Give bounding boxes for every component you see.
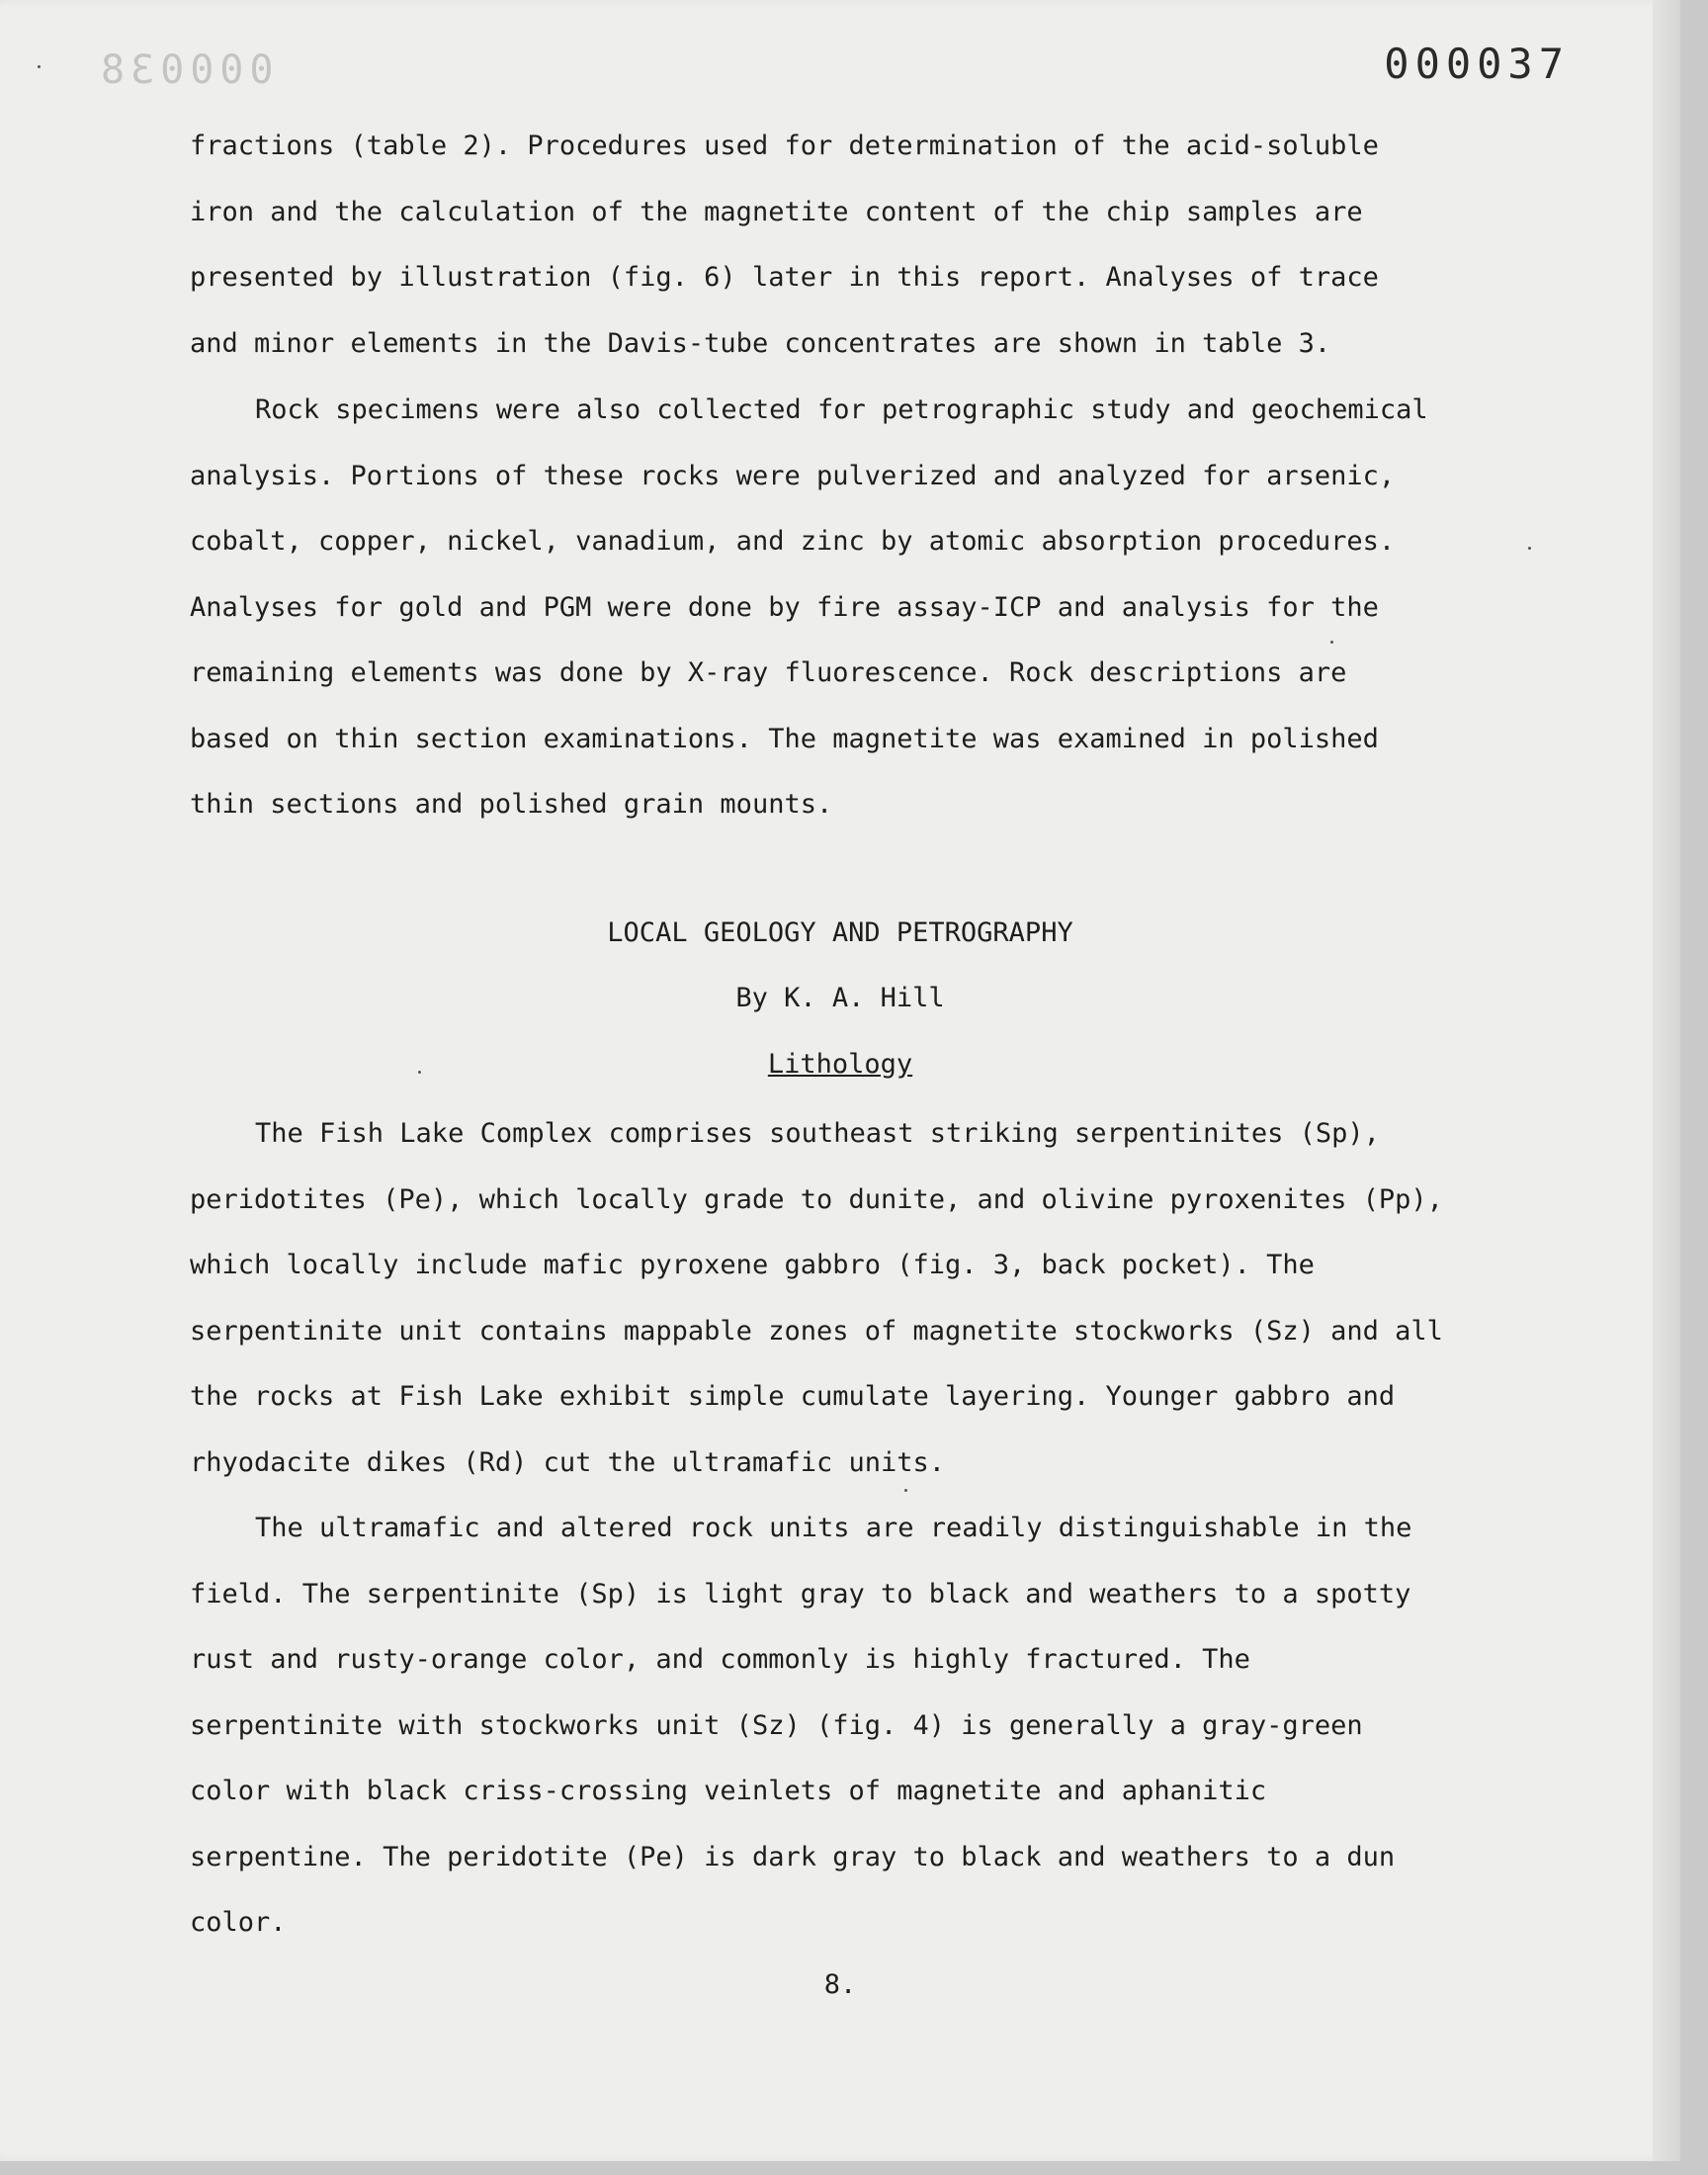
scan-speck [418,1071,421,1074]
text-line: rhyodacite dikes (Rd) cut the ultramafic units. [190,1446,946,1478]
scan-speck [1330,641,1333,644]
text-line: presented by illustration (fig. 6) later in this report. Analyses of trace [190,262,1379,293]
text-line: fractions (table 2). Procedures used for determination of the acid-soluble [190,130,1379,161]
text-line: remaining elements was done by X-ray fluorescence. Rock descriptions are [190,657,1347,688]
text-line: and minor elements in the Davis-tube concentrates are shown in table 3. [190,327,1331,359]
text-line: The Fish Lake Complex comprises southeast striking serpentinites (Sp), [255,1118,1380,1149]
paragraph-4 [190,1496,1504,1957]
scan-speck [1528,547,1531,550]
page-number: 8. [823,1969,857,2000]
section-title: LOCAL GEOLOGY AND PETROGRAPHY [607,917,1073,948]
scan-speck [38,65,41,68]
scan-speck [904,1489,907,1492]
paragraph-2 [190,378,1504,838]
text-line: serpentinite with stockworks unit (Sz) (fig. 4) is generally a gray-green [190,1709,1363,1741]
text-line: color with black criss-crossing veinlets of magnetite and aphanitic [190,1776,1267,1806]
text-line: thin sections and polished grain mounts. [190,789,833,820]
text-line: field. The serpentinite (Sp) is light gray to black and weathers to a spotty [190,1578,1411,1610]
scan-edge [1653,0,1680,2161]
text-line: serpentine. The peridotite (Pe) is dark gray to black and weathers to a dun [190,1841,1396,1872]
text-line: Analyses for gold and PGM were done by fire assay-ICP and analysis for the [190,591,1379,623]
paragraph-1 [190,114,1504,377]
text-line: serpentinite unit contains mappable zones of magnetite stockworks (Sz) and all [190,1315,1443,1347]
text-line: color. [190,1907,287,1938]
text-line: Rock specimens were also collected for petrographic study and geochemical [255,394,1428,425]
paragraph-3 [190,1101,1504,1496]
text-line: based on thin section examinations. The magnetite was examined in polished [190,723,1379,754]
text-line: rust and rusty-orange color, and commonly is highly fractured. The [190,1644,1250,1675]
page-id-stamp: 000037 [1384,40,1570,88]
author-byline: By K. A. Hill [735,983,945,1013]
text-line: the rocks at Fish Lake exhibit simple cumulate layering. Younger gabbro and [190,1381,1396,1412]
text-line: The ultramafic and altered rock units are readily distinguishable in the [255,1513,1412,1543]
text-line: which locally include mafic pyroxene gabbro (fig. 3, back pocket). The [190,1250,1315,1280]
subheading: Lithology [767,1049,913,1080]
text-line: cobalt, copper, nickel, vanadium, and zinc by atomic absorption procedures. [190,526,1396,557]
text-line: analysis. Portions of these rocks were pulverized and analyzed for arsenic, [190,460,1396,491]
text-line: peridotites (Pe), which locally grade to dunite, and olivine pyroxenites (Pp), [190,1183,1443,1215]
text-line: iron and the calculation of the magnetite content of the chip samples are [190,196,1363,227]
bleed-through-page-id: 000038 [95,47,274,93]
